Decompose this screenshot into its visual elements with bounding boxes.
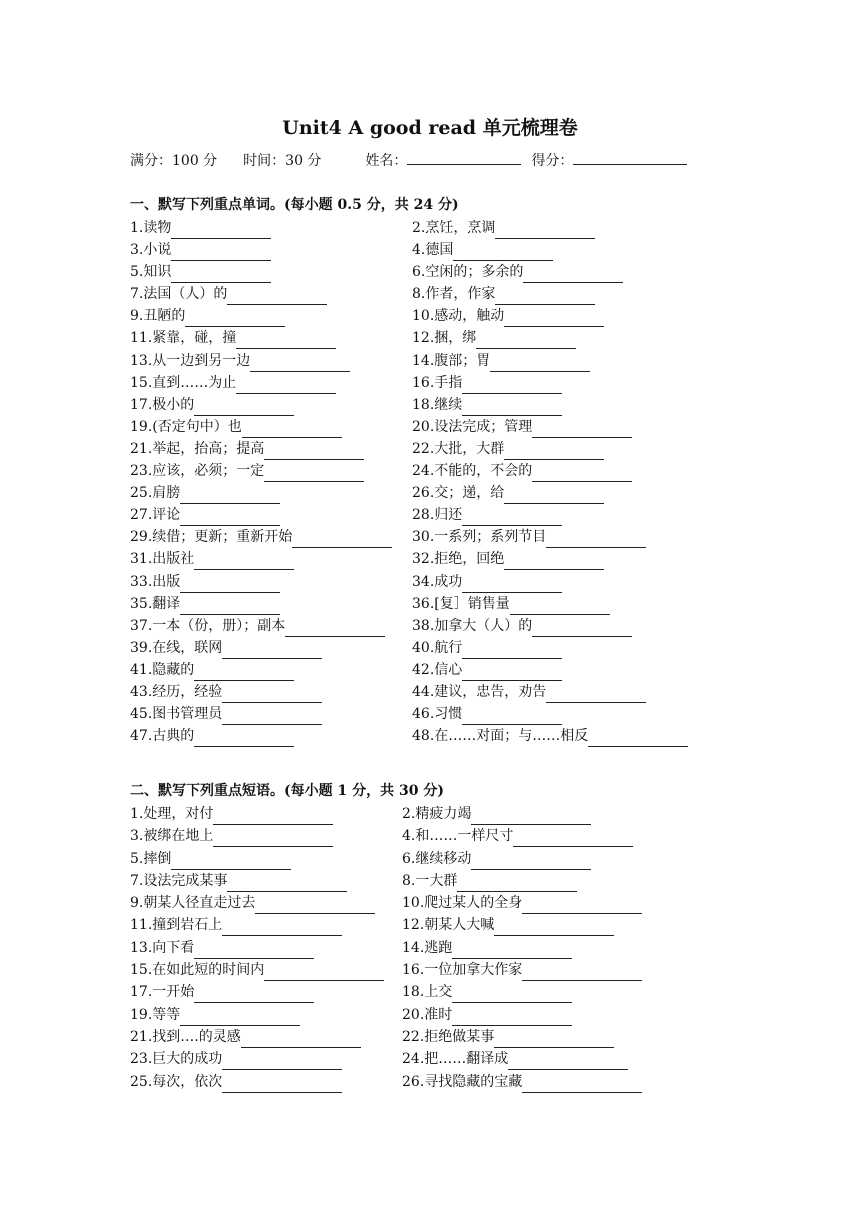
table-row bbox=[130, 283, 750, 305]
item-prompt: 38.加拿大（人）的 bbox=[412, 617, 533, 634]
item-prompt: 20.准时 bbox=[402, 1006, 453, 1023]
header-info bbox=[130, 150, 750, 172]
item-prompt: 42.信心 bbox=[412, 661, 463, 678]
worksheet-title: Unit4 A good read 单元梳理卷 bbox=[282, 117, 578, 139]
list-item bbox=[130, 1071, 342, 1093]
item-prompt: 3.小说 bbox=[130, 242, 172, 259]
answer-blank[interactable] bbox=[292, 531, 392, 548]
time-label: 时间：30 分 bbox=[243, 153, 322, 169]
answer-blank[interactable] bbox=[522, 964, 642, 981]
item-prompt: 35.翻译 bbox=[130, 595, 181, 612]
answer-blank[interactable] bbox=[457, 875, 577, 892]
full-score-label: 满分：100 分 bbox=[130, 153, 218, 169]
list-item bbox=[412, 438, 604, 460]
item-prompt: 34.成功 bbox=[412, 573, 463, 590]
list-item bbox=[402, 1004, 572, 1026]
list-item bbox=[130, 593, 280, 615]
table-row bbox=[130, 870, 750, 892]
answer-blank[interactable] bbox=[462, 708, 562, 725]
answer-blank[interactable] bbox=[504, 487, 604, 504]
list-item bbox=[412, 305, 604, 327]
list-item bbox=[130, 703, 322, 725]
list-item bbox=[402, 959, 642, 981]
table-row bbox=[130, 1048, 750, 1070]
answer-blank[interactable] bbox=[222, 686, 322, 703]
answer-blank[interactable] bbox=[236, 377, 336, 394]
list-item bbox=[130, 283, 327, 305]
list-item bbox=[130, 416, 342, 438]
score-blank[interactable] bbox=[573, 150, 687, 165]
vocabulary-list bbox=[130, 217, 750, 747]
answer-blank[interactable] bbox=[508, 1053, 628, 1070]
list-item bbox=[130, 504, 280, 526]
list-item bbox=[130, 438, 364, 460]
answer-blank[interactable] bbox=[504, 443, 604, 460]
list-item bbox=[412, 659, 562, 681]
item-prompt: 8.一大群 bbox=[402, 872, 458, 889]
list-item bbox=[402, 803, 591, 825]
item-prompt: 22.拒绝做某事 bbox=[402, 1028, 495, 1045]
answer-blank[interactable] bbox=[222, 642, 322, 659]
table-row bbox=[130, 637, 750, 659]
item-prompt: 1.处理，对付 bbox=[130, 806, 214, 822]
answer-blank[interactable] bbox=[462, 377, 562, 394]
answer-blank[interactable] bbox=[494, 1031, 614, 1048]
answer-blank[interactable] bbox=[476, 332, 576, 349]
answer-blank[interactable] bbox=[185, 310, 285, 327]
table-row bbox=[130, 981, 750, 1003]
item-prompt: 1.读物 bbox=[130, 220, 172, 236]
list-item bbox=[412, 482, 604, 504]
item-prompt: 15.在如此短的时间内 bbox=[130, 962, 265, 979]
item-prompt: 20.设法完成；管理 bbox=[412, 418, 533, 435]
list-item bbox=[130, 637, 322, 659]
table-row bbox=[130, 548, 750, 570]
item-prompt: 48.在……对面；与……相反 bbox=[412, 728, 589, 745]
item-prompt: 32.拒绝，回绝 bbox=[412, 551, 505, 568]
item-prompt: 19.(否定句中）也 bbox=[130, 418, 242, 435]
answer-blank[interactable] bbox=[462, 509, 562, 526]
list-item bbox=[130, 959, 384, 981]
item-prompt: 36.[复］销售量 bbox=[412, 595, 510, 612]
table-row bbox=[130, 892, 750, 914]
list-item bbox=[412, 394, 562, 416]
list-item bbox=[130, 892, 375, 914]
table-row bbox=[130, 725, 750, 747]
score-label: 得分： bbox=[531, 153, 574, 169]
answer-blank[interactable] bbox=[222, 919, 342, 936]
item-prompt: 21.找到….的灵感 bbox=[130, 1028, 241, 1045]
item-prompt: 4.德国 bbox=[412, 242, 454, 259]
list-item bbox=[130, 1026, 361, 1048]
table-row bbox=[130, 504, 750, 526]
table-row bbox=[130, 526, 750, 548]
answer-blank[interactable] bbox=[222, 1053, 342, 1070]
answer-blank[interactable] bbox=[171, 266, 271, 283]
answer-blank[interactable] bbox=[504, 553, 604, 570]
table-row bbox=[130, 416, 750, 438]
item-prompt: 41.隐藏的 bbox=[130, 661, 195, 678]
list-item bbox=[130, 659, 294, 681]
item-prompt: 30.一系列；系列节目 bbox=[412, 529, 547, 546]
item-prompt: 25.肩膀 bbox=[130, 485, 181, 502]
list-item bbox=[412, 416, 632, 438]
list-item bbox=[130, 1004, 300, 1026]
item-prompt: 3.被绑在地上 bbox=[130, 828, 214, 845]
answer-blank[interactable] bbox=[180, 1009, 300, 1026]
answer-blank[interactable] bbox=[285, 620, 385, 637]
answer-blank[interactable] bbox=[194, 730, 294, 747]
item-prompt: 23.应该，必须；一定 bbox=[130, 463, 265, 480]
table-row bbox=[130, 394, 750, 416]
answer-blank[interactable] bbox=[452, 986, 572, 1003]
answer-blank[interactable] bbox=[452, 1009, 572, 1026]
list-item bbox=[402, 1026, 614, 1048]
answer-blank[interactable] bbox=[194, 399, 294, 416]
item-prompt: 18.继续 bbox=[412, 396, 463, 413]
table-row bbox=[130, 261, 750, 283]
list-item bbox=[130, 914, 342, 936]
answer-blank[interactable] bbox=[227, 875, 347, 892]
item-prompt: 6.空闲的；多余的 bbox=[412, 264, 524, 281]
table-row bbox=[130, 350, 750, 372]
answer-blank[interactable] bbox=[250, 355, 350, 372]
answer-blank[interactable] bbox=[453, 244, 553, 261]
answer-blank[interactable] bbox=[471, 808, 591, 825]
list-item bbox=[412, 548, 604, 570]
list-item bbox=[130, 981, 314, 1003]
item-prompt: 2.精疲力竭 bbox=[402, 806, 472, 822]
item-prompt: 37.一本（份，册）；副本 bbox=[130, 617, 286, 634]
table-row bbox=[130, 571, 750, 593]
list-item bbox=[130, 350, 350, 372]
item-prompt: 18.上交 bbox=[402, 984, 453, 1001]
item-prompt: 11.撞到岩石上 bbox=[130, 917, 223, 934]
answer-blank[interactable] bbox=[494, 919, 614, 936]
name-blank[interactable] bbox=[407, 150, 521, 165]
list-item bbox=[130, 261, 271, 283]
item-prompt: 14.腹部；胃 bbox=[412, 352, 491, 369]
list-item bbox=[402, 1071, 642, 1093]
answer-blank[interactable] bbox=[180, 487, 280, 504]
answer-blank[interactable] bbox=[264, 465, 364, 482]
list-item bbox=[412, 460, 632, 482]
answer-blank[interactable] bbox=[588, 730, 688, 747]
item-prompt: 4.和……一样尺寸 bbox=[402, 828, 514, 845]
answer-blank[interactable] bbox=[180, 576, 280, 593]
list-item bbox=[402, 914, 614, 936]
list-item bbox=[412, 593, 610, 615]
list-item bbox=[402, 981, 572, 1003]
answer-blank[interactable] bbox=[194, 986, 314, 1003]
answer-blank[interactable] bbox=[171, 853, 291, 870]
answer-blank[interactable] bbox=[522, 1076, 642, 1093]
section2-heading: 二、默写下列重点短语。(每小题 1 分，共 30 分) bbox=[130, 783, 444, 799]
item-prompt: 33.出版 bbox=[130, 573, 181, 590]
list-item bbox=[130, 1048, 342, 1070]
item-prompt: 28.归还 bbox=[412, 507, 463, 524]
item-prompt: 27.评论 bbox=[130, 507, 181, 524]
list-item bbox=[412, 239, 553, 261]
table-row bbox=[130, 615, 750, 637]
item-prompt: 24.把……翻译成 bbox=[402, 1051, 509, 1068]
list-item bbox=[130, 848, 291, 870]
answer-blank[interactable] bbox=[462, 664, 562, 681]
answer-blank[interactable] bbox=[227, 288, 327, 305]
item-prompt: 21.举起，抬高；提高 bbox=[130, 440, 265, 457]
list-item bbox=[412, 615, 632, 637]
answer-blank[interactable] bbox=[532, 620, 632, 637]
item-prompt: 24.不能的，不会的 bbox=[412, 463, 533, 480]
list-item bbox=[412, 217, 595, 239]
item-prompt: 7.法国（人）的 bbox=[130, 286, 228, 303]
answer-blank[interactable] bbox=[532, 465, 632, 482]
list-item bbox=[130, 825, 333, 847]
list-item bbox=[130, 305, 285, 327]
table-row bbox=[130, 1004, 750, 1026]
answer-blank[interactable] bbox=[452, 942, 572, 959]
list-item bbox=[130, 803, 333, 825]
item-prompt: 31.出版社 bbox=[130, 551, 195, 568]
list-item bbox=[402, 1048, 628, 1070]
table-row bbox=[130, 482, 750, 504]
item-prompt: 17.极小的 bbox=[130, 396, 195, 413]
name-label: 姓名： bbox=[365, 153, 408, 169]
list-item bbox=[130, 460, 364, 482]
list-item bbox=[412, 637, 562, 659]
item-prompt: 26.寻找隐藏的宝藏 bbox=[402, 1073, 523, 1090]
item-prompt: 43.经历，经验 bbox=[130, 683, 223, 700]
item-prompt: 12.朝某人大喊 bbox=[402, 917, 495, 934]
list-item bbox=[130, 937, 314, 959]
table-row bbox=[130, 327, 750, 349]
answer-blank[interactable] bbox=[255, 897, 375, 914]
list-item bbox=[130, 571, 280, 593]
answer-blank[interactable] bbox=[546, 686, 646, 703]
answer-blank[interactable] bbox=[532, 421, 632, 438]
item-prompt: 8.作者，作家 bbox=[412, 286, 496, 303]
item-prompt: 10.感动，触动 bbox=[412, 308, 505, 325]
answer-blank[interactable] bbox=[523, 266, 623, 283]
item-prompt: 6.继续移动 bbox=[402, 850, 472, 867]
list-item bbox=[412, 350, 590, 372]
table-row bbox=[130, 305, 750, 327]
table-row bbox=[130, 681, 750, 703]
list-item bbox=[130, 239, 271, 261]
list-item bbox=[412, 261, 623, 283]
item-prompt: 5.知识 bbox=[130, 264, 172, 281]
answer-blank[interactable] bbox=[171, 244, 271, 261]
answer-blank[interactable] bbox=[462, 576, 562, 593]
list-item bbox=[412, 681, 646, 703]
answer-blank[interactable] bbox=[194, 942, 314, 959]
table-row bbox=[130, 959, 750, 981]
table-row bbox=[130, 1026, 750, 1048]
answer-blank[interactable] bbox=[462, 642, 562, 659]
answer-blank[interactable] bbox=[213, 808, 333, 825]
item-prompt: 15.直到……为止 bbox=[130, 374, 237, 391]
table-row bbox=[130, 217, 750, 239]
item-prompt: 13.向下看 bbox=[130, 939, 195, 956]
list-item bbox=[402, 870, 577, 892]
answer-blank[interactable] bbox=[264, 443, 364, 460]
table-row bbox=[130, 914, 750, 936]
answer-blank[interactable] bbox=[236, 332, 336, 349]
list-item bbox=[130, 548, 294, 570]
item-prompt: 40.航行 bbox=[412, 639, 463, 656]
answer-blank[interactable] bbox=[194, 553, 294, 570]
table-row bbox=[130, 803, 750, 825]
answer-blank[interactable] bbox=[495, 222, 595, 239]
section1-heading: 一、默写下列重点单词。(每小题 0.5 分，共 24 分) bbox=[130, 197, 459, 213]
item-prompt: 13.从一边到另一边 bbox=[130, 352, 251, 369]
list-item bbox=[130, 526, 392, 548]
item-prompt: 16.手指 bbox=[412, 374, 463, 391]
list-item bbox=[130, 870, 347, 892]
list-item bbox=[412, 725, 688, 747]
table-row bbox=[130, 1071, 750, 1093]
list-item bbox=[130, 725, 294, 747]
answer-blank[interactable] bbox=[513, 830, 633, 847]
answer-blank[interactable] bbox=[504, 310, 604, 327]
list-item bbox=[412, 571, 562, 593]
answer-blank[interactable] bbox=[242, 421, 342, 438]
list-item bbox=[402, 892, 642, 914]
answer-blank[interactable] bbox=[264, 964, 384, 981]
list-item bbox=[412, 504, 562, 526]
answer-blank[interactable] bbox=[471, 853, 591, 870]
answer-blank[interactable] bbox=[194, 664, 294, 681]
table-row bbox=[130, 239, 750, 261]
list-item bbox=[130, 327, 336, 349]
item-prompt: 19.等等 bbox=[130, 1006, 181, 1023]
item-prompt: 2.烹饪，烹调 bbox=[412, 220, 496, 236]
item-prompt: 29.续借；更新；重新开始 bbox=[130, 529, 293, 546]
item-prompt: 12.捆，绑 bbox=[412, 330, 477, 347]
answer-blank[interactable] bbox=[490, 355, 590, 372]
table-row bbox=[130, 937, 750, 959]
table-row bbox=[130, 438, 750, 460]
answer-blank[interactable] bbox=[213, 830, 333, 847]
item-prompt: 7.设法完成某事 bbox=[130, 872, 228, 889]
list-item bbox=[412, 283, 595, 305]
list-item bbox=[130, 482, 280, 504]
list-item bbox=[130, 372, 336, 394]
list-item bbox=[412, 703, 562, 725]
item-prompt: 16.一位加拿大作家 bbox=[402, 962, 523, 979]
item-prompt: 9.朝某人径直走过去 bbox=[130, 895, 256, 912]
item-prompt: 45.图书管理员 bbox=[130, 706, 223, 723]
answer-blank[interactable] bbox=[222, 708, 322, 725]
item-prompt: 10.爬过某人的全身 bbox=[402, 895, 523, 912]
item-prompt: 39.在线，联网 bbox=[130, 639, 223, 656]
answer-blank[interactable] bbox=[222, 1076, 342, 1093]
list-item bbox=[412, 372, 562, 394]
item-prompt: 5.摔倒 bbox=[130, 850, 172, 867]
list-item bbox=[402, 825, 633, 847]
item-prompt: 14.逃跑 bbox=[402, 939, 453, 956]
item-prompt: 47.古典的 bbox=[130, 728, 195, 745]
table-row bbox=[130, 825, 750, 847]
list-item bbox=[412, 526, 646, 548]
list-item bbox=[130, 615, 385, 637]
table-row bbox=[130, 372, 750, 394]
list-item bbox=[412, 327, 576, 349]
answer-blank[interactable] bbox=[546, 531, 646, 548]
list-item bbox=[130, 681, 322, 703]
answer-blank[interactable] bbox=[241, 1031, 361, 1048]
list-item bbox=[130, 394, 294, 416]
item-prompt: 9.丑陋的 bbox=[130, 308, 186, 325]
list-item bbox=[402, 848, 591, 870]
table-row bbox=[130, 848, 750, 870]
item-prompt: 46.习惯 bbox=[412, 706, 463, 723]
answer-blank[interactable] bbox=[462, 399, 562, 416]
item-prompt: 25.每次，依次 bbox=[130, 1073, 223, 1090]
answer-blank[interactable] bbox=[171, 222, 271, 239]
answer-blank[interactable] bbox=[495, 288, 595, 305]
table-row bbox=[130, 460, 750, 482]
item-prompt: 22.大批，大群 bbox=[412, 440, 505, 457]
table-row bbox=[130, 593, 750, 615]
list-item bbox=[402, 937, 572, 959]
table-row bbox=[130, 703, 750, 725]
item-prompt: 26.交；递，给 bbox=[412, 485, 505, 502]
answer-blank[interactable] bbox=[510, 598, 610, 615]
item-prompt: 44.建议，忠告，劝告 bbox=[412, 683, 547, 700]
answer-blank[interactable] bbox=[522, 897, 642, 914]
answer-blank[interactable] bbox=[180, 598, 280, 615]
item-prompt: 23.巨大的成功 bbox=[130, 1051, 223, 1068]
phrase-list bbox=[130, 803, 750, 1093]
table-row bbox=[130, 659, 750, 681]
item-prompt: 11.紧靠，碰，撞 bbox=[130, 330, 237, 347]
item-prompt: 17.一开始 bbox=[130, 984, 195, 1001]
list-item bbox=[130, 217, 271, 239]
answer-blank[interactable] bbox=[180, 509, 280, 526]
